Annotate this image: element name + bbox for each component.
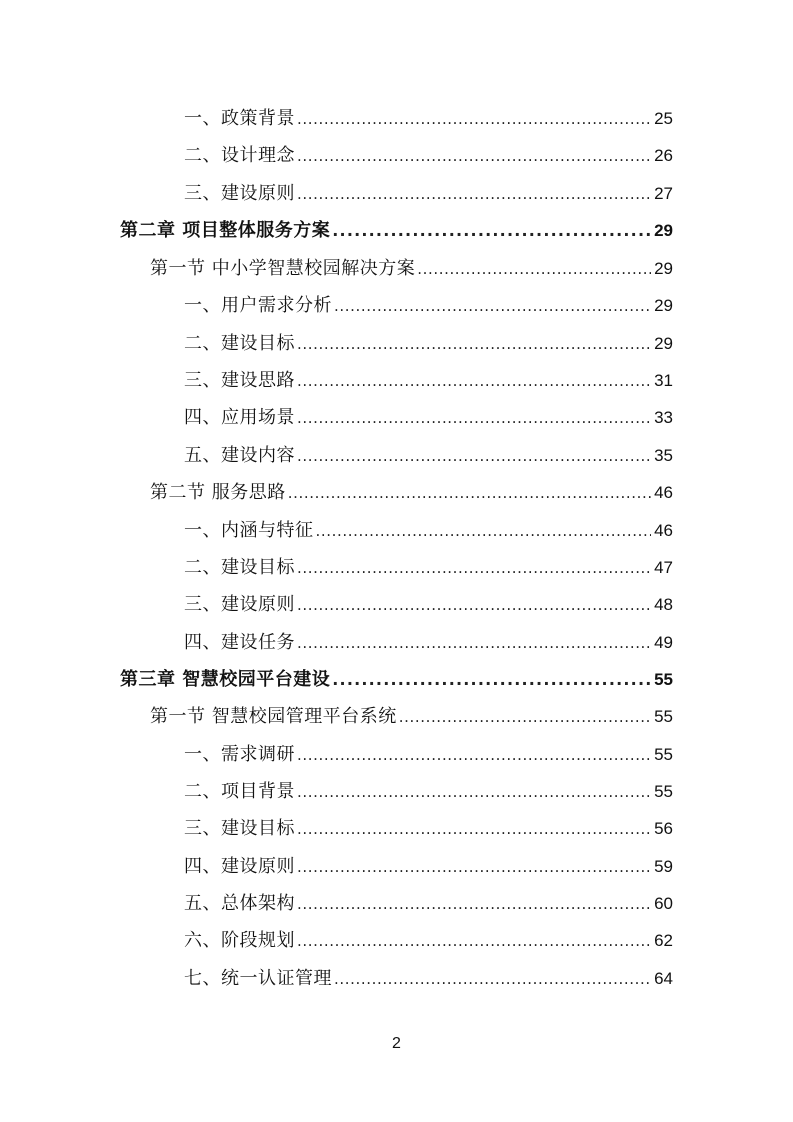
toc-entry-page: 33 <box>654 408 673 427</box>
toc-entry-label: 一、内涵与特征 <box>184 519 314 541</box>
toc-entry-page: 55 <box>654 670 673 689</box>
dot-leader <box>417 250 651 287</box>
toc-entry[interactable] <box>184 175 673 212</box>
toc-entry[interactable] <box>184 736 673 773</box>
dot-leader <box>297 885 651 922</box>
toc-entry[interactable] <box>184 624 673 661</box>
toc-entry-label: 第二章 项目整体服务方案 <box>120 219 331 241</box>
toc-entry[interactable] <box>184 325 673 362</box>
toc-entry-label: 第一节 智慧校园管理平台系统 <box>150 705 397 727</box>
toc-entry-page: 46 <box>654 521 673 540</box>
dot-leader <box>332 661 651 698</box>
toc-entry[interactable] <box>184 362 673 399</box>
dot-leader <box>297 325 651 362</box>
toc-entry-label: 一、用户需求分析 <box>184 294 332 316</box>
toc-entry-label: 五、总体架构 <box>184 892 295 914</box>
toc-entry[interactable] <box>184 399 673 436</box>
toc-entry-page: 56 <box>654 819 673 838</box>
toc-entry-page: 49 <box>654 633 673 652</box>
toc-chapter-entry[interactable] <box>120 212 673 249</box>
toc-entry[interactable] <box>184 437 673 474</box>
toc-entry[interactable] <box>184 586 673 623</box>
toc-entry[interactable] <box>184 100 673 137</box>
toc-entry-label: 七、统一认证管理 <box>184 967 332 989</box>
toc-entry-label: 五、建设内容 <box>184 444 295 466</box>
toc-entry-page: 26 <box>654 146 673 165</box>
toc-entry-page: 29 <box>654 334 673 353</box>
toc-entry-label: 第一节 中小学智慧校园解决方案 <box>150 257 416 279</box>
toc-entry-label: 第三章 智慧校园平台建设 <box>120 668 331 690</box>
toc-entry[interactable] <box>184 922 673 959</box>
toc-entry[interactable] <box>184 810 673 847</box>
toc-entry[interactable] <box>184 549 673 586</box>
toc-entry-label: 三、建设原则 <box>184 593 295 615</box>
dot-leader <box>399 698 651 735</box>
toc-entry-label: 二、项目背景 <box>184 780 295 802</box>
toc-entry-page: 31 <box>654 371 673 390</box>
toc-entry-label: 四、建设原则 <box>184 855 295 877</box>
dot-leader <box>334 960 651 997</box>
dot-leader <box>297 773 651 810</box>
toc-entry-label: 一、政策背景 <box>184 107 295 129</box>
toc-entry-page: 62 <box>654 931 673 950</box>
dot-leader <box>297 175 651 212</box>
dot-leader <box>297 810 651 847</box>
toc-chapter-entry[interactable] <box>120 661 673 698</box>
toc-entry-page: 27 <box>654 184 673 203</box>
dot-leader <box>332 212 651 249</box>
toc-entry-page: 47 <box>654 558 673 577</box>
toc-entry-page: 55 <box>654 707 673 726</box>
dot-leader <box>297 736 651 773</box>
toc-entry[interactable] <box>184 137 673 174</box>
toc-entry-page: 60 <box>654 894 673 913</box>
dot-leader <box>297 362 651 399</box>
toc-entry-label: 二、设计理念 <box>184 144 295 166</box>
toc-entry-label: 三、建设原则 <box>184 182 295 204</box>
dot-leader <box>297 399 651 436</box>
toc-entry-label: 二、建设目标 <box>184 556 295 578</box>
toc-entry[interactable] <box>184 287 673 324</box>
toc-entry-page: 59 <box>654 857 673 876</box>
toc-entry-label: 三、建设目标 <box>184 817 295 839</box>
toc-entry-label: 第二节 服务思路 <box>150 481 286 503</box>
toc-entry-page: 29 <box>654 259 673 278</box>
dot-leader <box>316 512 652 549</box>
dot-leader <box>297 624 651 661</box>
toc-section-entry[interactable] <box>150 474 673 511</box>
toc-entry[interactable] <box>184 773 673 810</box>
dot-leader <box>297 922 651 959</box>
toc-entry-page: 35 <box>654 446 673 465</box>
toc-entry-label: 一、需求调研 <box>184 743 295 765</box>
toc-entry-label: 二、建设目标 <box>184 332 295 354</box>
toc-entry-page: 55 <box>654 782 673 801</box>
toc-entry[interactable] <box>184 848 673 885</box>
page-number: 2 <box>392 1035 401 1052</box>
dot-leader <box>297 100 651 137</box>
toc-entry-page: 29 <box>654 296 673 315</box>
dot-leader <box>297 848 651 885</box>
dot-leader <box>334 287 651 324</box>
toc-entry[interactable] <box>184 960 673 997</box>
toc-entry-page: 48 <box>654 595 673 614</box>
toc-entry-label: 六、阶段规划 <box>184 929 295 951</box>
toc-entry-page: 29 <box>654 221 673 240</box>
toc-entry-label: 四、建设任务 <box>184 631 295 653</box>
toc-entry-page: 25 <box>654 109 673 128</box>
toc-section-entry[interactable] <box>150 250 673 287</box>
dot-leader <box>297 586 651 623</box>
toc-entry-page: 64 <box>654 969 673 988</box>
dot-leader <box>288 474 651 511</box>
dot-leader <box>297 549 651 586</box>
toc-entry[interactable] <box>184 885 673 922</box>
toc-entry-label: 四、应用场景 <box>184 406 295 428</box>
toc-entry-page: 46 <box>654 483 673 502</box>
toc-entry[interactable] <box>184 512 673 549</box>
dot-leader <box>297 137 651 174</box>
toc-entry-page: 55 <box>654 745 673 764</box>
toc-entry-label: 三、建设思路 <box>184 369 295 391</box>
toc-section-entry[interactable] <box>150 698 673 735</box>
dot-leader <box>297 437 651 474</box>
